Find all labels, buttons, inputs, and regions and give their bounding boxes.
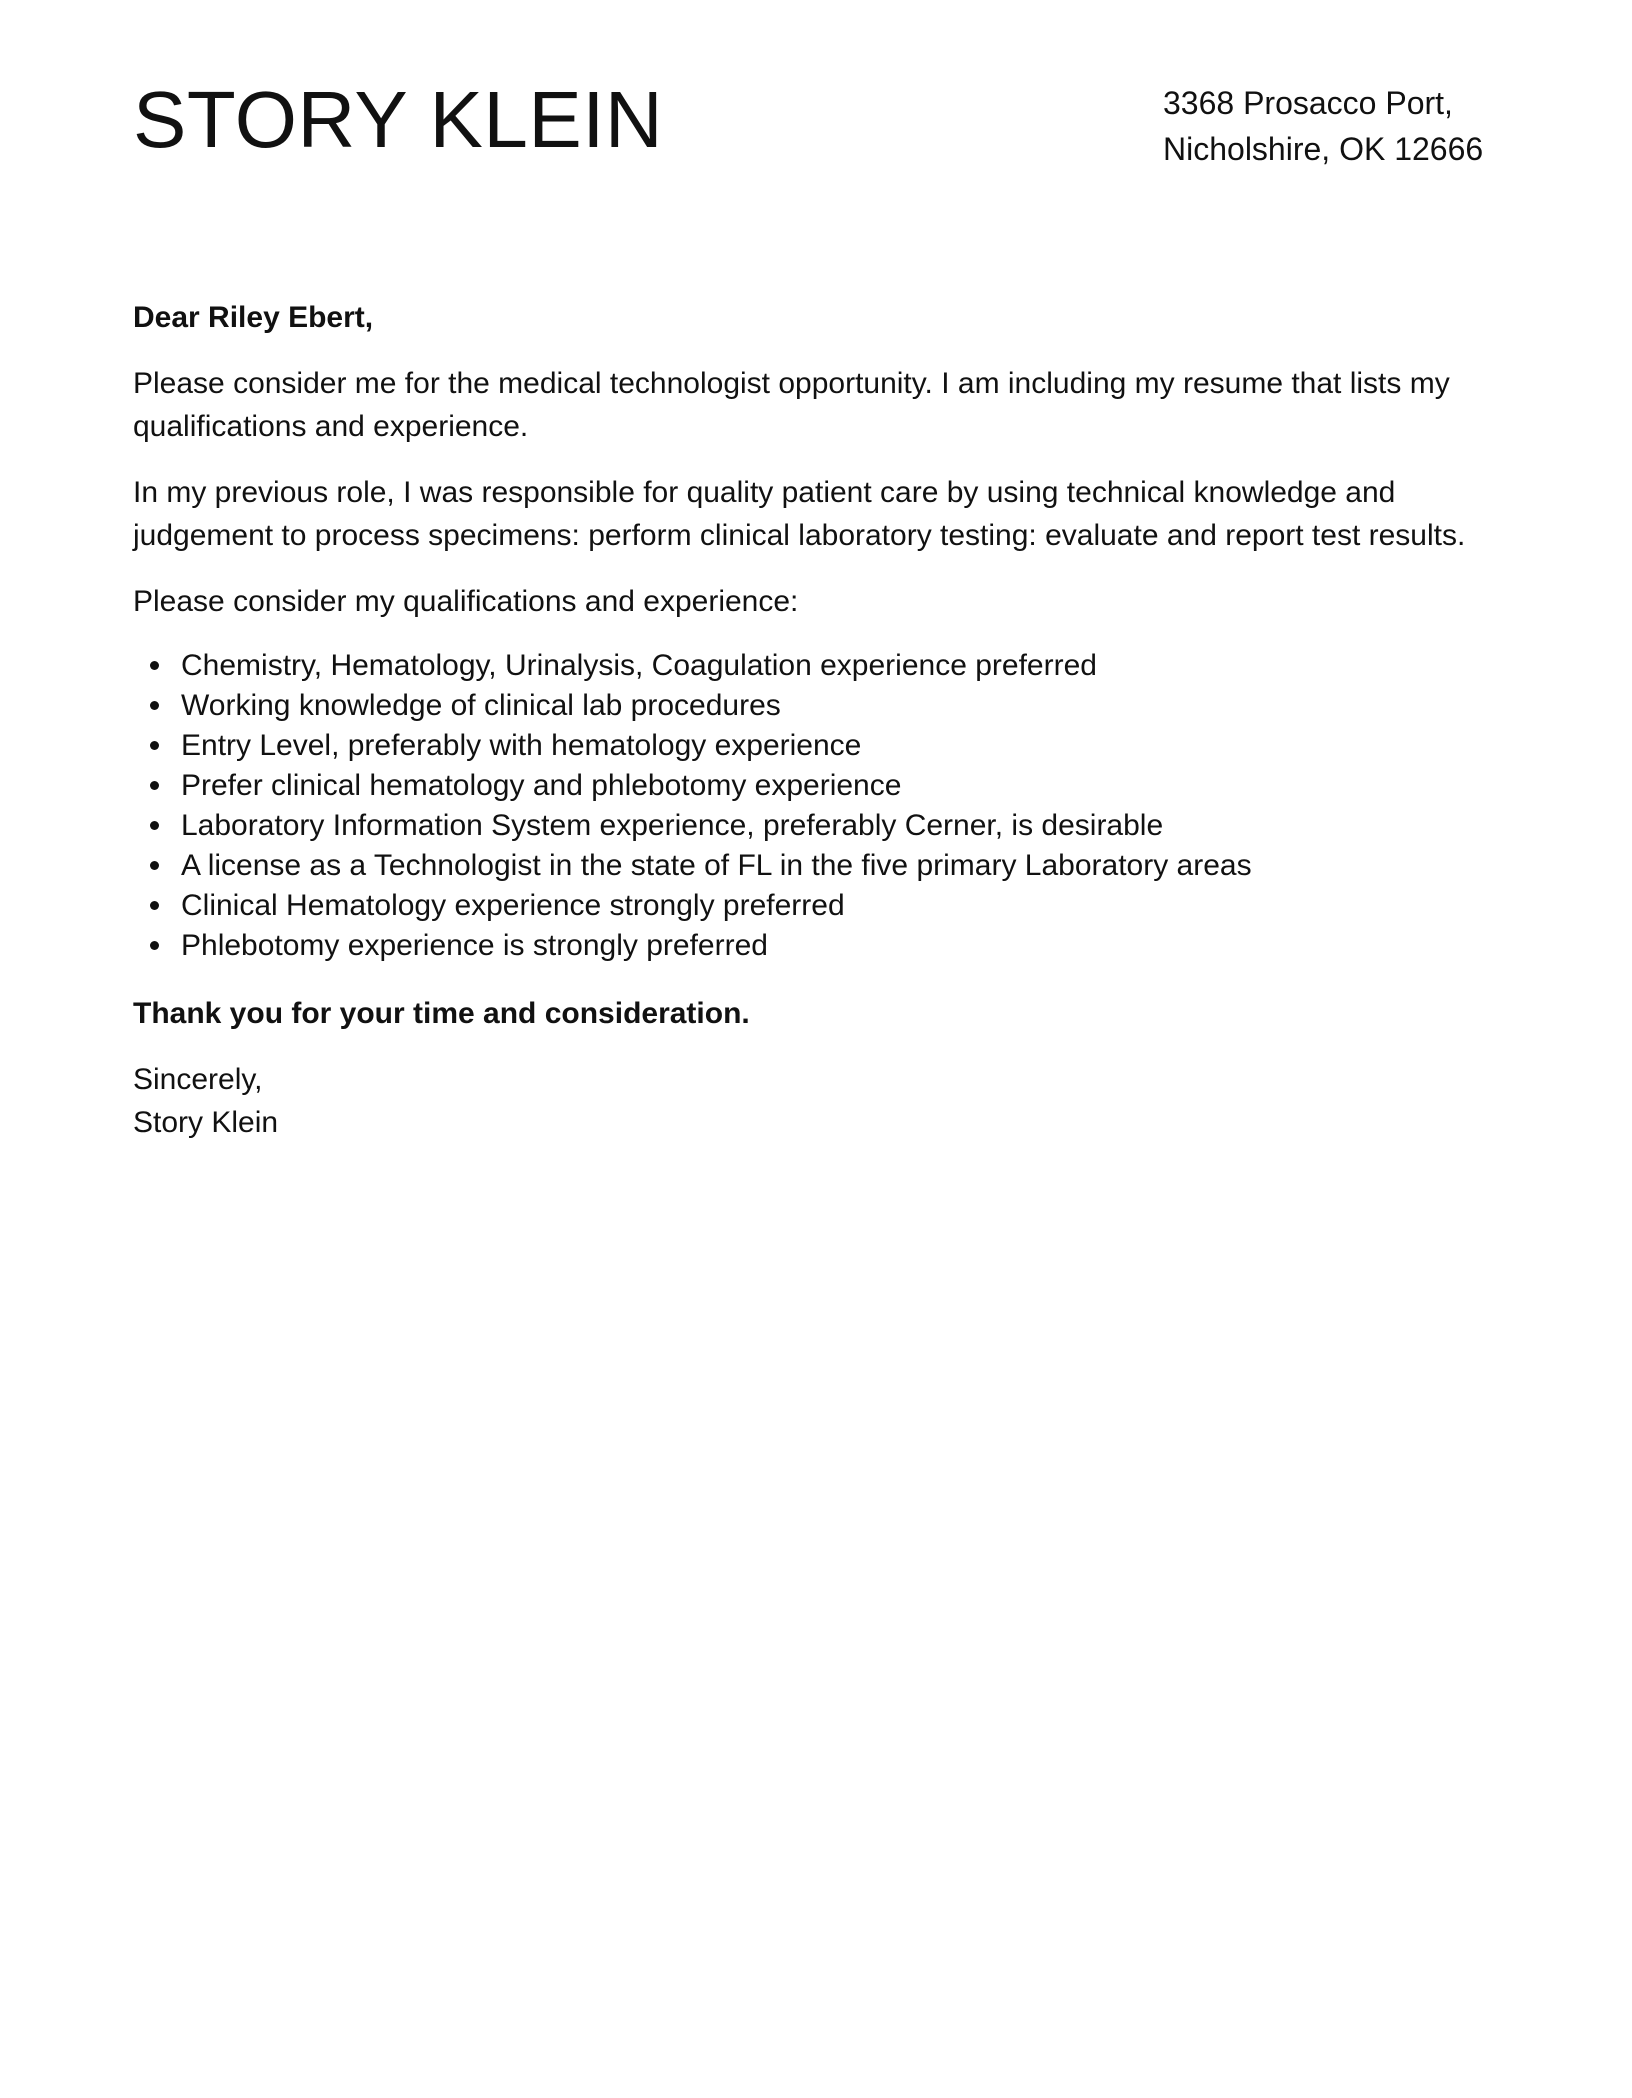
list-item-text: A license as a Technologist in the state of FL in the five primary Laboratory areas — [181, 849, 1252, 882]
list-item-text: Clinical Hematology experience strongly preferred — [181, 889, 845, 922]
list-item-text: Prefer clinical hematology and phlebotomy experience — [181, 769, 902, 802]
bullet-icon — [150, 701, 159, 710]
list-item — [133, 926, 1503, 966]
closing-block — [133, 1058, 1503, 1144]
list-item — [133, 726, 1503, 766]
list-item — [133, 646, 1503, 686]
list-item-text: Phlebotomy experience is strongly preferred — [181, 929, 768, 962]
list-item-text: Working knowledge of clinical lab procedures — [181, 689, 781, 722]
applicant-address — [1163, 80, 1583, 172]
paragraph-intro: Please consider me for the medical technologist opportunity. I am including my resume that lists my qualifications and experience. — [133, 367, 1450, 443]
list-item-text: Entry Level, preferably with hematology experience — [181, 729, 862, 762]
closing-phrase: Sincerely, — [133, 1063, 263, 1096]
bullet-icon — [150, 741, 159, 750]
bullet-icon — [150, 941, 159, 950]
letter-body — [133, 296, 1503, 1144]
list-item — [133, 886, 1503, 926]
qualifications-list — [133, 646, 1503, 966]
paragraph-previous-role: In my previous role, I was responsible for quality patient care by using technical knowledge and judgement to process specimens: perform clinical laboratory testing: evaluate and report test results. — [133, 476, 1466, 552]
bullet-icon — [150, 901, 159, 910]
bullet-icon — [150, 821, 159, 830]
paragraph-qualifications-intro: Please consider my qualifications and experience: — [133, 585, 799, 618]
salutation: Dear Riley Ebert, — [133, 301, 374, 334]
thank-you-line: Thank you for your time and consideration. — [133, 997, 750, 1030]
bullet-icon — [150, 661, 159, 670]
list-item-text: Chemistry, Hematology, Urinalysis, Coagulation experience preferred — [181, 649, 1097, 682]
list-item — [133, 686, 1503, 726]
bullet-icon — [150, 861, 159, 870]
address-line-1: 3368 Prosacco Port, — [1163, 85, 1453, 121]
address-line-2: Nicholshire, OK 12666 — [1163, 131, 1484, 167]
bullet-icon — [150, 781, 159, 790]
list-item — [133, 766, 1503, 806]
applicant-name: STORY KLEIN — [133, 75, 664, 164]
signature-name: Story Klein — [133, 1106, 279, 1139]
list-item — [133, 846, 1503, 886]
list-item-text: Laboratory Information System experience, preferably Cerner, is desirable — [181, 809, 1164, 842]
list-item — [133, 806, 1503, 846]
